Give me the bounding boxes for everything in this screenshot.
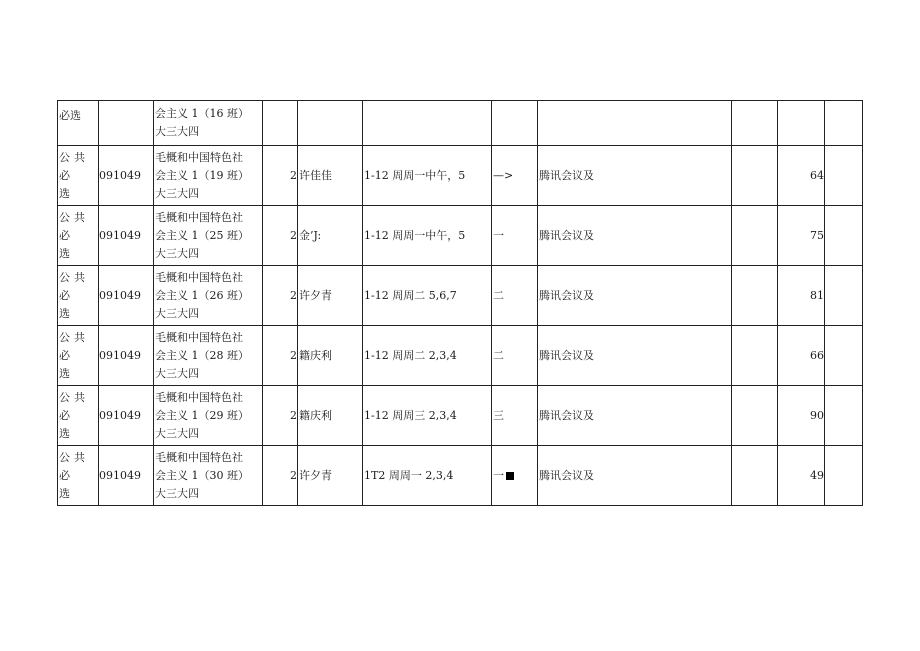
enrollment-count: 75 <box>810 228 824 242</box>
blank-cell <box>732 386 778 446</box>
category-text: 公共必 <box>59 451 89 482</box>
time-cell <box>363 146 492 206</box>
teacher-cell <box>298 386 363 446</box>
credits-value: 2 <box>290 288 297 302</box>
credits-cell <box>263 326 298 386</box>
course-name-line: 毛概和中国特色社 <box>155 451 243 464</box>
weekday-text: 一 <box>493 468 504 482</box>
category-text: 公共必 <box>59 331 89 362</box>
course-code: 091049 <box>99 408 141 422</box>
teacher-cell <box>298 446 363 506</box>
course-name-line: 毛概和中国特色社 <box>155 331 243 344</box>
blank-cell <box>825 266 863 326</box>
teacher-cell <box>298 101 363 146</box>
course-name-line: 毛概和中国特色社 <box>155 271 243 284</box>
category-text: 选 <box>59 307 70 320</box>
credits-cell <box>263 386 298 446</box>
blank-cell <box>732 206 778 266</box>
time-cell <box>363 206 492 266</box>
course-name-line: 大三大四 <box>155 125 199 138</box>
blank-cell <box>825 146 863 206</box>
teacher-name: 籍庆利 <box>299 348 332 362</box>
weekday-cell <box>492 386 538 446</box>
table-row <box>58 266 863 326</box>
category-cell <box>58 146 99 206</box>
category-cell <box>58 101 99 146</box>
category-text: 选 <box>59 367 70 380</box>
blank-cell <box>825 101 863 146</box>
table-row <box>58 446 863 506</box>
weekday-cell <box>492 446 538 506</box>
course-code: 091049 <box>99 348 141 362</box>
teacher-name: 许夕青 <box>299 468 332 482</box>
course-schedule-table <box>57 100 863 506</box>
blank-cell <box>732 326 778 386</box>
course-name-line: 会主义 1（29 班） <box>155 409 249 422</box>
category-text: 选 <box>59 247 70 260</box>
weekday-cell <box>492 101 538 146</box>
room-cell <box>538 266 732 326</box>
credits-cell <box>263 206 298 266</box>
course-name-line: 毛概和中国特色社 <box>155 151 243 164</box>
category-cell <box>58 386 99 446</box>
blank-cell <box>732 146 778 206</box>
category-text: 必选 <box>59 109 81 122</box>
course-name-line: 大三大四 <box>155 187 199 200</box>
class-time: 1-12 周周二 5,6,7 <box>364 288 457 302</box>
credits-cell <box>263 101 298 146</box>
teacher-cell <box>298 206 363 266</box>
enrollment-count: 49 <box>810 468 824 482</box>
code-cell <box>99 326 154 386</box>
course-name-cell <box>154 101 263 146</box>
course-name-line: 会主义 1（19 班） <box>155 169 249 182</box>
code-cell <box>99 446 154 506</box>
room-text: 腾讯会议及 <box>539 168 594 182</box>
blank-cell <box>825 206 863 266</box>
count-cell <box>778 386 825 446</box>
count-cell <box>778 446 825 506</box>
course-code: 091049 <box>99 228 141 242</box>
time-cell <box>363 326 492 386</box>
category-text: 选 <box>59 427 70 440</box>
course-name-cell <box>154 446 263 506</box>
teacher-name: 许夕青 <box>299 288 332 302</box>
teacher-cell <box>298 266 363 326</box>
weekday-cell <box>492 266 538 326</box>
weekday-text: —> <box>493 168 514 182</box>
blank-cell <box>732 446 778 506</box>
code-cell <box>99 386 154 446</box>
teacher-name: 金’J: <box>299 228 322 242</box>
course-name-cell <box>154 146 263 206</box>
course-code: 091049 <box>99 468 141 482</box>
category-text: 选 <box>59 187 70 200</box>
category-cell <box>58 266 99 326</box>
table-row <box>58 386 863 446</box>
course-code: 091049 <box>99 168 141 182</box>
course-name-line: 大三大四 <box>155 427 199 440</box>
enrollment-count: 66 <box>810 348 824 362</box>
code-cell <box>99 146 154 206</box>
time-cell <box>363 101 492 146</box>
table-row <box>58 206 863 266</box>
code-cell <box>99 101 154 146</box>
count-cell <box>778 206 825 266</box>
course-name-line: 会主义 1（25 班） <box>155 229 249 242</box>
count-cell <box>778 266 825 326</box>
class-time: 1-12 周周三 2,3,4 <box>364 408 457 422</box>
category-cell <box>58 326 99 386</box>
weekday-cell <box>492 326 538 386</box>
credits-cell <box>263 266 298 326</box>
course-name-line: 会主义 1（30 班） <box>155 469 249 482</box>
class-time: 1-12 周周二 2,3,4 <box>364 348 457 362</box>
room-text: 腾讯会议及 <box>539 348 594 362</box>
credits-value: 2 <box>290 408 297 422</box>
room-cell <box>538 326 732 386</box>
category-cell <box>58 446 99 506</box>
category-text: 公共必 <box>59 151 89 182</box>
weekday-cell <box>492 206 538 266</box>
category-text: 公共必 <box>59 391 89 422</box>
class-time: 1-12 周周一中午，5 <box>364 228 466 242</box>
credits-value: 2 <box>290 228 297 242</box>
blank-cell <box>825 446 863 506</box>
course-name-cell <box>154 326 263 386</box>
course-name-line: 大三大四 <box>155 367 199 380</box>
teacher-cell <box>298 146 363 206</box>
category-text: 公共必 <box>59 271 89 302</box>
code-cell <box>99 206 154 266</box>
room-text: 腾讯会议及 <box>539 468 594 482</box>
weekday-cell <box>492 146 538 206</box>
course-name-cell <box>154 386 263 446</box>
table-row <box>58 326 863 386</box>
course-name-cell <box>154 206 263 266</box>
room-cell <box>538 101 732 146</box>
course-name-line: 会主义 1（28 班） <box>155 349 249 362</box>
credits-value: 2 <box>290 348 297 362</box>
category-text: 选 <box>59 487 70 500</box>
room-text: 腾讯会议及 <box>539 288 594 302</box>
weekday-text: 二 <box>493 348 504 362</box>
code-cell <box>99 266 154 326</box>
blank-cell <box>732 266 778 326</box>
room-text: 腾讯会议及 <box>539 408 594 422</box>
count-cell <box>778 101 825 146</box>
room-cell <box>538 386 732 446</box>
credits-value: 2 <box>290 168 297 182</box>
course-code: 091049 <box>99 288 141 302</box>
course-name-line: 毛概和中国特色社 <box>155 211 243 224</box>
room-cell <box>538 206 732 266</box>
weekday-text: 二 <box>493 288 504 302</box>
teacher-cell <box>298 326 363 386</box>
time-cell <box>363 386 492 446</box>
class-time: 1-12 周周一中午，5 <box>364 168 466 182</box>
weekday-text: 一 <box>493 228 504 242</box>
room-text: 腾讯会议及 <box>539 228 594 242</box>
credits-cell <box>263 146 298 206</box>
course-name-line: 大三大四 <box>155 307 199 320</box>
enrollment-count: 64 <box>810 168 824 182</box>
course-name-line: 大三大四 <box>155 487 199 500</box>
blank-cell <box>732 101 778 146</box>
class-time: 1T2 周周一 2,3,4 <box>364 468 454 482</box>
time-cell <box>363 266 492 326</box>
course-name-line: 会主义 1（16 班） <box>155 107 249 120</box>
course-name-line: 毛概和中国特色社 <box>155 391 243 404</box>
teacher-name: 籍庆利 <box>299 408 332 422</box>
table-row <box>58 146 863 206</box>
time-cell <box>363 446 492 506</box>
credits-cell <box>263 446 298 506</box>
category-text: 公共必 <box>59 211 89 242</box>
credits-value: 2 <box>290 468 297 482</box>
blank-cell <box>825 326 863 386</box>
blank-cell <box>825 386 863 446</box>
course-name-line: 大三大四 <box>155 247 199 260</box>
course-name-line: 会主义 1（26 班） <box>155 289 249 302</box>
enrollment-count: 90 <box>810 408 824 422</box>
room-cell <box>538 446 732 506</box>
weekday-text: 三 <box>493 408 504 422</box>
filled-square-icon <box>506 472 514 480</box>
teacher-name: 许佳佳 <box>299 168 332 182</box>
count-cell <box>778 326 825 386</box>
count-cell <box>778 146 825 206</box>
category-cell <box>58 206 99 266</box>
room-cell <box>538 146 732 206</box>
enrollment-count: 81 <box>810 288 824 302</box>
course-name-cell <box>154 266 263 326</box>
table-row <box>58 101 863 146</box>
